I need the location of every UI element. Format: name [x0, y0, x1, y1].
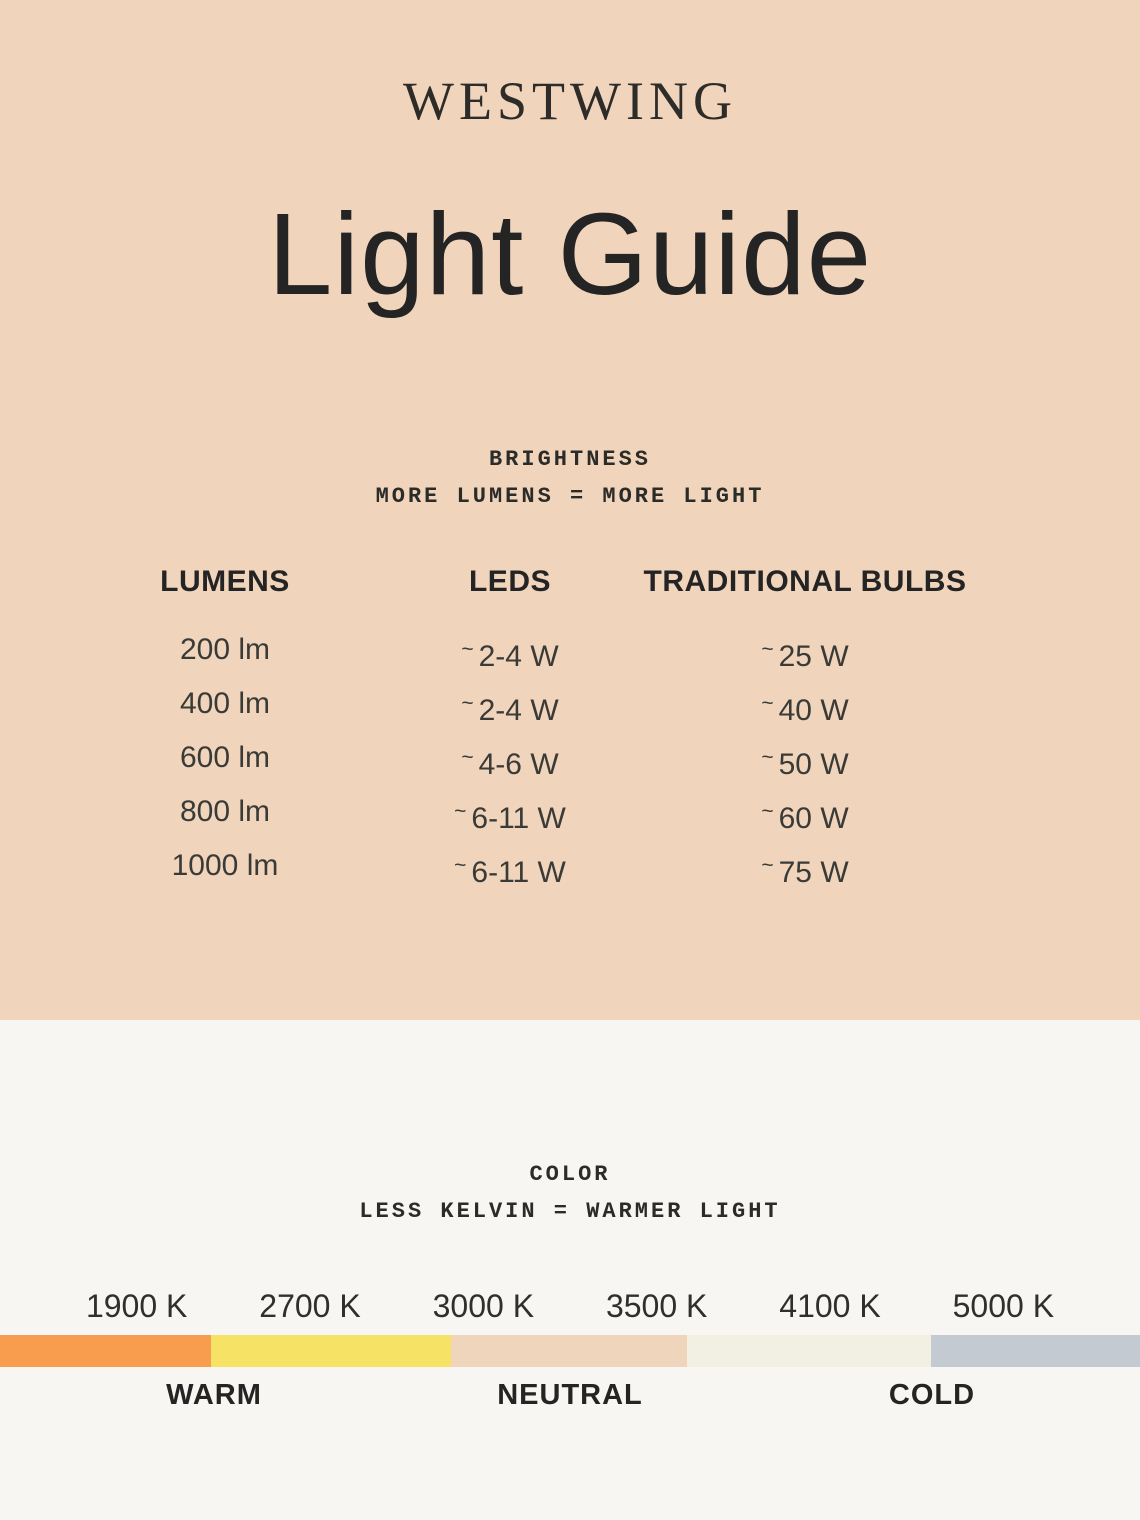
kelvin-scale	[50, 1288, 1090, 1325]
approx-tilde: ~	[761, 746, 774, 770]
bulb-watt-text: 50 W	[778, 748, 849, 782]
color-segment-cold-gray-blue	[931, 1335, 1140, 1367]
color-heading-block	[0, 1020, 1140, 1230]
bulb-watt-value	[640, 839, 970, 893]
led-watt-value	[380, 731, 640, 785]
bulb-watt-value	[640, 731, 970, 785]
led-watt-value	[380, 785, 640, 839]
color-temperature-section	[0, 1020, 1140, 1520]
kelvin-label: 2700 K	[259, 1288, 361, 1324]
column-header-traditional-bulbs: TRADITIONAL BULBS	[643, 565, 967, 599]
color-subheading: LESS KELVIN = WARMER LIGHT	[359, 1199, 781, 1224]
approx-tilde: ~	[454, 800, 467, 824]
led-watt-text: 6-11 W	[471, 856, 566, 890]
bulb-watt-text: 75 W	[778, 856, 849, 890]
led-watt-value	[380, 623, 640, 677]
kelvin-label: 5000 K	[952, 1288, 1055, 1324]
approx-tilde: ~	[761, 854, 774, 878]
bulb-watt-value	[640, 677, 970, 731]
led-watt-value	[380, 839, 640, 893]
bulb-watt-text: 40 W	[778, 694, 849, 728]
warm-label: WARM	[166, 1379, 262, 1411]
approx-tilde: ~	[461, 638, 474, 662]
approx-tilde: ~	[761, 800, 774, 824]
temperature-labels	[0, 1379, 1140, 1419]
color-segment-neutral-peach	[451, 1335, 687, 1367]
kelvin-label: 3000 K	[432, 1288, 535, 1324]
brand-logo: WESTWING	[403, 71, 737, 131]
lumens-table	[70, 565, 970, 893]
approx-tilde: ~	[461, 746, 474, 770]
brightness-heading: BRIGHTNESS	[488, 447, 652, 473]
lumens-value: 600 lm	[179, 741, 271, 775]
lumens-value: 200 lm	[179, 633, 271, 667]
led-watt-text: 2-4 W	[478, 694, 559, 728]
color-segment-warm-orange	[0, 1335, 211, 1367]
led-watt-text: 4-6 W	[478, 748, 559, 782]
column-header-leds: LEDS	[468, 565, 551, 599]
bulb-watt-text: 25 W	[778, 640, 849, 674]
bulb-watt-value	[640, 623, 970, 677]
lumens-value: 800 lm	[179, 795, 271, 829]
kelvin-label: 3500 K	[605, 1288, 708, 1324]
kelvin-label: 4100 K	[779, 1288, 881, 1324]
kelvin-label: 1900 K	[85, 1288, 188, 1324]
lumens-value: 400 lm	[179, 687, 271, 721]
color-temperature-bar	[0, 1335, 1140, 1367]
led-watt-text: 6-11 W	[471, 802, 566, 836]
column-header-lumens: LUMENS	[160, 565, 290, 599]
color-heading: COLOR	[529, 1162, 611, 1187]
cold-label: COLD	[888, 1379, 976, 1411]
brightness-subheading: MORE LUMENS = MORE LIGHT	[375, 484, 765, 510]
approx-tilde: ~	[454, 854, 467, 878]
brightness-heading-block	[0, 441, 1140, 515]
lumens-value: 1000 lm	[171, 849, 279, 883]
bulb-watt-value	[640, 785, 970, 839]
led-watt-value	[380, 677, 640, 731]
color-segment-neutral-cream	[687, 1335, 931, 1367]
bulb-watt-text: 60 W	[778, 802, 849, 836]
color-segment-warm-yellow	[211, 1335, 451, 1367]
led-watt-text: 2-4 W	[478, 640, 559, 674]
page-title: Light Guide	[267, 189, 873, 319]
neutral-label: NEUTRAL	[497, 1379, 643, 1411]
approx-tilde: ~	[761, 692, 774, 716]
approx-tilde: ~	[761, 638, 774, 662]
approx-tilde: ~	[461, 692, 474, 716]
